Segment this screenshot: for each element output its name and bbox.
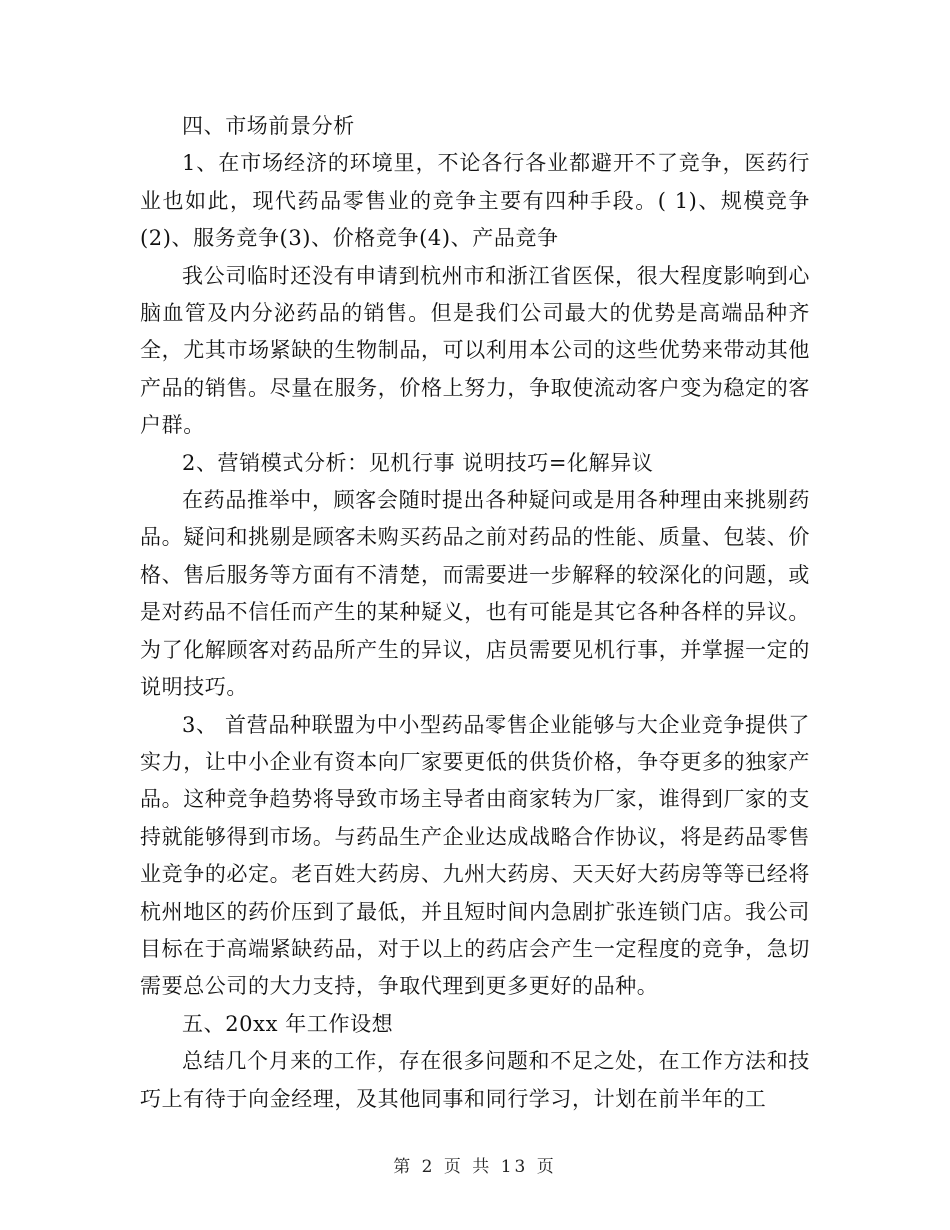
paragraph-handling-objections: 在药品推举中，顾客会随时提出各种疑问或是用各种理由来挑剔药品。疑问和挑剔是顾客未购买药品之前对药品的性能、质量、包装、价格、售后服务等方面有不清楚，而需要进一步解释的较深化的问题，或是对药品不信任而产生的某种疑义，也有可能是其它各种各样的异议。为了化解顾客对药品所产生的异议，店员需要见机行事，并掌握一定的说明技巧。 xyxy=(140,488,810,700)
paragraph-competition-means: 1、在市场经济的环境里，不论各行各业都避开不了竞争，医药行业也如此，现代药品零售业的竞争主要有四种手段。( 1)、规模竞争(2)、服务竞争(3)、价格竞争(4)、产品竞争 xyxy=(140,151,810,251)
paragraph-alliance-competition: 3、 首营品种联盟为中小型药品零售企业能够与大企业竞争提供了实力，让中小企业有资本向厂家要更低的供货价格，争夺更多的独家产品。这种竞争趋势将导致市场主导者由商家转为厂家，谁得到厂家的支持就能够得到市场。与药品生产企业达成战略合作协议，将是药品零售业竞争的必定。老百姓大药房、九州大药房、天天好大药房等等已经将杭州地区的药价压到了最低，并且短时间内急剧扩张连锁门店。我公司目标在于高端紧缺药品，对于以上的药店会产生一定程度的竞争，急切需要总公司的大力支持，争取代理到更多更好的品种。 xyxy=(140,712,810,999)
section-heading-market-outlook: 四、市场前景分析 xyxy=(182,114,355,138)
section-heading-marketing-model: 2、营销模式分析：见机行事 说明技巧=化解异议 xyxy=(182,450,654,475)
section-heading-work-plan: 五、20xx 年工作设想 xyxy=(182,1011,394,1036)
document-body xyxy=(140,108,810,1118)
paragraph-company-advantage: 我公司临时还没有申请到杭州市和浙江省医保，很大程度影响到心脑血管及内分泌药品的销售。但是我们公司最大的优势是高端品种齐全，尤其市场紧缺的生物制品，可以利用本公司的这些优势来带动其他产品的销售。尽量在服务，价格上努力，争取使流动客户变为稳定的客户群。 xyxy=(140,263,810,438)
paragraph-work-summary: 总结几个月来的工作，存在很多问题和不足之处，在工作方法和技巧上有待于向金经理，及其他同事和同行学习，计划在前半年的工 xyxy=(140,1049,810,1111)
page-number-footer: 第 2 页 共 13 页 xyxy=(393,1157,557,1177)
